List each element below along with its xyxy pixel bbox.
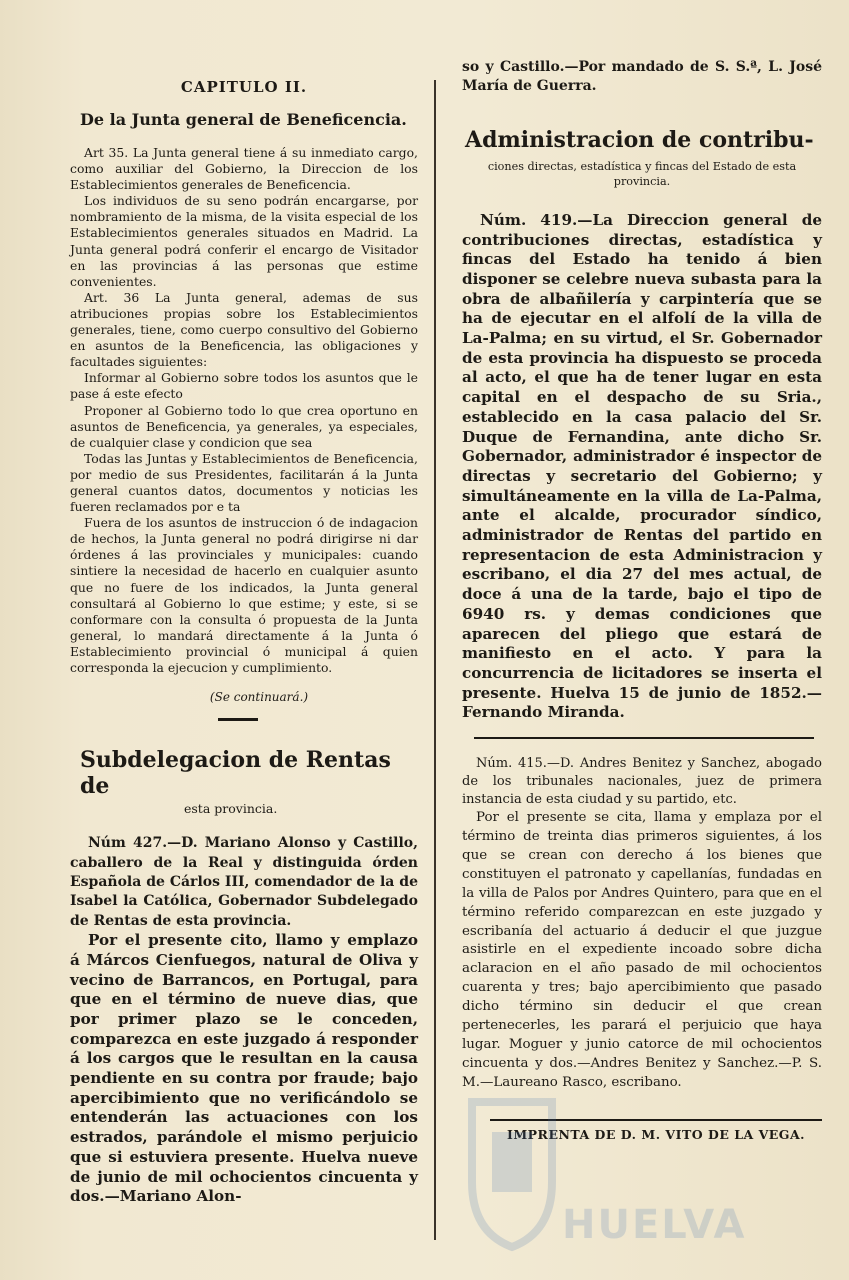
printer-imprint: IMPRENTA DE D. M. VITO DE LA VEGA. — [490, 1119, 822, 1142]
notice-divider — [474, 737, 814, 739]
section-subtitle-rentas: esta provincia. — [184, 801, 278, 817]
notice-415-body: Por el presente se cita, llama y emplaza por el término de treinta dias primeros siguientes, á los que se crean con derecho á los bienes que constituyen el patronato y capellanías, fundadas en la villa de Palos por Andres Quintero, para que en el término referido comparezcan en este juzgado y escribanía del actuario á deducir el que juzgue asistirle en el expediente incoado sobre dicha aclaracion en el año pasado de mil ochocientos cuarenta y tres; bajo apercibimiento que pasado dicho término sin deducir el que crean pertenecerles, les parará el perjuicio que haya lugar. Moguer y junio catorce de mil ochocientos cincuenta y dos.—Andres Benitez y Sanchez.—P. S. M.—Laureano Rasco, escribano. — [462, 810, 822, 1090]
article-35: Art 35. La Junta general tiene á su inmediato cargo, como auxiliar del Gobierno, la Direccion de los Establecimientos generales de Beneficencia. — [70, 145, 418, 193]
chapter-subheading: De la Junta general de Beneficencia. — [80, 110, 407, 129]
crest-icon — [452, 1092, 572, 1252]
notice-427-signature: so y Castillo.—Por mandado de S. S.ª, L. José María de Guerra. — [462, 59, 822, 95]
archive-watermark — [452, 1092, 792, 1252]
article-35-visits: Los individuos de su seno podrán encargarse, por nombramiento de la misma, de la visita especial de los Establecimientos generales situados en Madrid. La Junta general podrá conferir el encargo de Visitador en las provincias á las personas que estime convenientes. — [70, 193, 418, 289]
column-divider — [434, 80, 436, 1240]
article-36-inform: Informar al Gobierno sobre todos los asuntos que le pase á este efecto — [70, 370, 418, 402]
article-36-orders: Fuera de los asuntos de instruccion ó de indagacion de hechos, la Junta general no podrá dirigirse ni dar órdenes á las provinciales y municipales: cuando sintiere la necesidad de hacerlo en cualquier asunto que no fuere de los indicados, la Junta general consultará al Gobierno lo que estime; y este, si se conformare con la consulta ó propuesta de la Junta general, lo mandará directamente á la Junta ó Establecimiento provincial ó municipal á quien corresponda la ejecucion y cumplimiento. — [70, 515, 418, 675]
section-title-contribuciones: Administracion de contribu- — [465, 126, 814, 153]
article-36-juntas: Todas las Juntas y Establecimientos de Beneficencia, por medio de sus Presidentes, facilitarán á la Junta general cuantos datos, documentos y noticias les fueren reclamados por e ta — [70, 450, 418, 515]
watermark-text: HUELVA — [562, 1202, 747, 1248]
article-36-propose: Proponer al Gobierno todo lo que crea oportuno en asuntos de Beneficencia, ya generales, ya especiales, de cualquier clase y condicion que sea — [70, 402, 418, 450]
continues-note: (Se continuará.) — [209, 690, 309, 705]
article-36: Art. 36 La Junta general, ademas de sus atribuciones propias sobre los Establecimientos generales, tiene, como cuerpo consultivo del Gobierno en asuntos de la Beneficencia, las obligaciones y facultades siguientes: — [70, 289, 418, 370]
notice-427-body: Por el presente cito, llamo y emplazo á Márcos Cienfuegos, natural de Oliva y vecino de Barrancos, en Portugal, para que en el término de nueve dias, que por primer plazo se le conceden, comparezca en este juzgado á responder á los cargos que le resultan en la causa pendiente en su contra por fraude; bajo apercibimiento que no verificándolo se entenderán las actuaciones con los estrados, parándole el mismo perjuicio que si estuviera presente. Huelva nueve de junio de mil ochocientos cincuenta y dos.—Mariano Alon- — [70, 931, 418, 1206]
chapter-heading: CAPITULO II. — [180, 78, 308, 96]
section-title-rentas: Subdelegacion de Rentas de — [80, 747, 391, 800]
section-subtitle-contribuciones: ciones directas, estadística y fincas del Estado de esta provincia. — [487, 159, 797, 188]
section-divider — [218, 718, 258, 721]
left-column — [70, 60, 418, 1207]
notice-427-header: Núm 427.—D. Mariano Alonso y Castillo, caballero de la Real y distinguida órden Española de Cárlos III, comendador de la de Isabel la Católica, Gobernador Subdelegado de Rentas de esta provincia. — [70, 835, 418, 929]
right-column — [462, 58, 822, 1142]
notice-419: Núm. 419.—La Direccion general de contribuciones directas, estadística y fincas del Estado ha tenido á bien disponer se celebre nueva subasta para la obra de albañilería y carpintería que se ha de ejecutar en el alfolí de la villa de La-Palma; en su virtud, el Sr. Gobernador de esta provincia ha dispuesto se proceda al acto, el que ha de tener lugar en esta capital en el despacho de su Sria., establecido en la casa palacio del Sr. Duque de Fernandina, ante dicho Sr. Gobernador, administrador é inspector de directas y secretario del Gobierno; y simultáneamente en la villa de La-Palma, ante el alcalde, procurador síndico, administrador de Rentas del partido en representacion de esta Administracion y escribano, el dia 27 del mes actual, de doce á una de la tarde, bajo el tipo de 6940 rs. y demas condiciones que aparecen del pliego que estará de manifiesto en el acto. Y para la concurrencia de licitadores se inserta el presente. Huelva 15 de junio de 1852.—Fernando Miranda. — [462, 210, 822, 722]
notice-415-header: Núm. 415.—D. Andres Benitez y Sanchez, abogado de los tribunales nacionales, juez de primera instancia de esta ciudad y su partido, etc. — [462, 756, 822, 808]
